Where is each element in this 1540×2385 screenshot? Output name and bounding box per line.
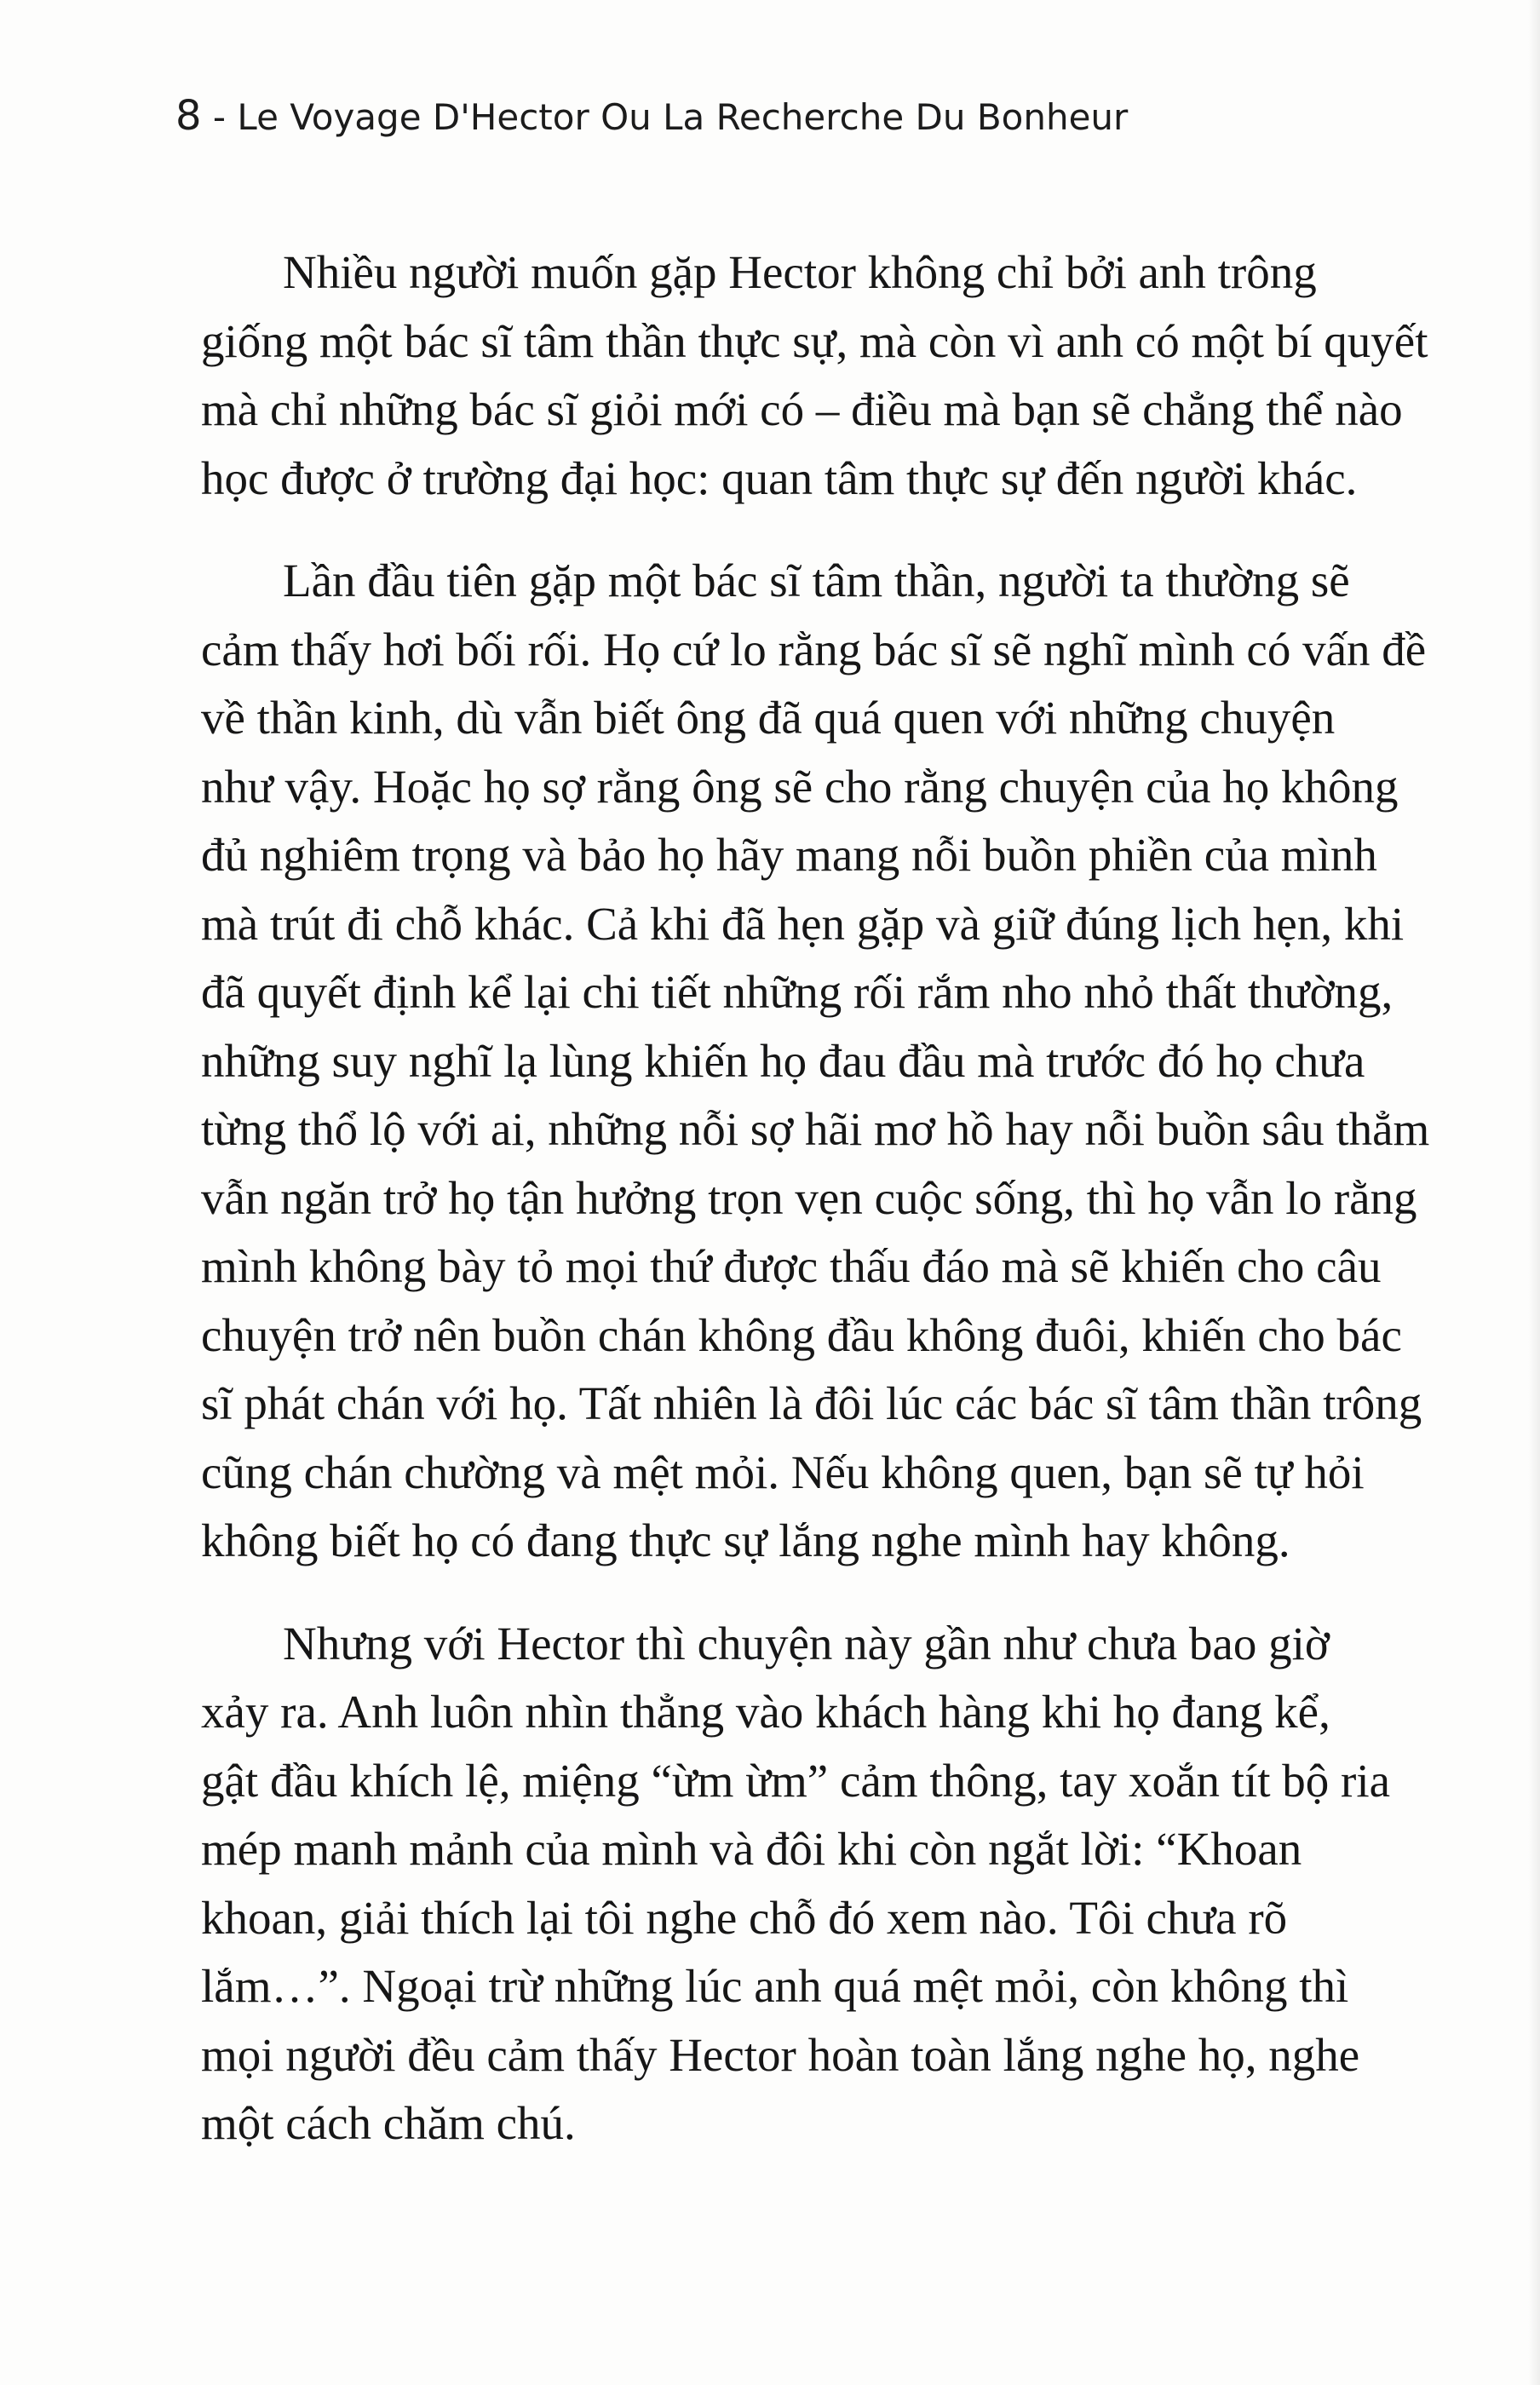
paragraph-2: [201, 547, 1428, 1576]
text-line: một cách chăm chú.: [201, 2097, 576, 2149]
text-line: không biết họ có đang thực sự lắng nghe mình hay không.: [201, 1514, 1290, 1566]
text-line: như vậy. Hoặc họ sợ rằng ông sẽ cho rằng chuyện của họ không: [201, 760, 1399, 813]
page-number: 8: [175, 92, 202, 140]
text-line: chuyện trở nên buồn chán không đầu không đuôi, khiến cho bác: [201, 1308, 1402, 1361]
text-line: mình không bày tỏ mọi thứ được thấu đáo mà sẽ khiến cho câu: [201, 1240, 1382, 1292]
text-line: cảm thấy hơi bối rối. Họ cứ lo rằng bác sĩ sẽ nghĩ mình có vấn đề: [201, 623, 1427, 675]
text-line: vẫn ngăn trở họ tận hưởng trọn vẹn cuộc sống, thì họ vẫn lo rằng: [201, 1171, 1417, 1224]
text-line: giống một bác sĩ tâm thần thực sự, mà còn vì anh có một bí quyết: [201, 314, 1428, 367]
text-line: sĩ phát chán với họ. Tất nhiên là đôi lúc các bác sĩ tâm thần trông: [201, 1377, 1422, 1429]
text-line: Nhưng với Hector thì chuyện này gần như chưa bao giờ: [283, 1617, 1330, 1670]
text-line: mà chỉ những bác sĩ giỏi mới có – điều mà bạn sẽ chẳng thể nào: [201, 383, 1403, 435]
text-line: Lần đầu tiên gặp một bác sĩ tâm thần, người ta thường sẽ: [283, 555, 1350, 606]
text-line: cũng chán chường và mệt mỏi. Nếu không quen, bạn sẽ tự hỏi: [201, 1445, 1365, 1498]
text-line: học được ở trường đại học: quan tâm thực sự đến người khác.: [201, 451, 1358, 504]
text-line: đủ nghiêm trọng và bảo họ hãy mang nỗi buồn phiền của mình: [201, 829, 1377, 881]
text-line: lắm…”. Ngoại trừ những lúc anh quá mệt mỏi, còn không thì: [201, 1960, 1349, 2012]
book-title: Le Voyage D'Hector Ou La Recherche Du Bonheur: [237, 96, 1129, 138]
paragraph-1: [201, 238, 1428, 513]
text-line: khoan, giải thích lại tôi nghe chỗ đó xem nào. Tôi chưa rõ: [201, 1891, 1288, 1944]
text-line: xảy ra. Anh luôn nhìn thẳng vào khách hàng khi họ đang kể,: [201, 1686, 1330, 1738]
paragraph-3: [201, 1610, 1428, 2158]
text-line: về thần kinh, dù vẫn biết ông đã quá quen với những chuyện: [201, 692, 1336, 744]
text-line: gật đầu khích lệ, miệng “ừm ừm” cảm thông, tay xoắn tít bộ ria: [201, 1754, 1391, 1807]
text-line: mép manh mảnh của mình và đôi khi còn ngắt lời: “Khoan: [201, 1823, 1302, 1875]
text-line: mọi người đều cảm thấy Hector hoàn toàn lắng nghe họ, nghe: [201, 2028, 1360, 2081]
page-edge-shadow: [1528, 0, 1540, 2385]
body-text: [201, 238, 1428, 2192]
text-line: Nhiều người muốn gặp Hector không chỉ bởi anh trông: [283, 246, 1317, 298]
header-separator: -: [212, 96, 227, 138]
text-line: mà trút đi chỗ khác. Cả khi đã hẹn gặp và giữ đúng lịch hẹn, khi: [201, 897, 1405, 950]
text-line: từng thổ lộ với ai, những nỗi sợ hãi mơ hồ hay nỗi buồn sâu thẳm: [201, 1103, 1430, 1155]
text-line: đã quyết định kể lại chi tiết những rối rắm nho nhỏ thất thường,: [201, 966, 1393, 1018]
running-header: [175, 92, 1128, 140]
text-line: những suy nghĩ lạ lùng khiến họ đau đầu mà trước đó họ chưa: [201, 1034, 1365, 1087]
